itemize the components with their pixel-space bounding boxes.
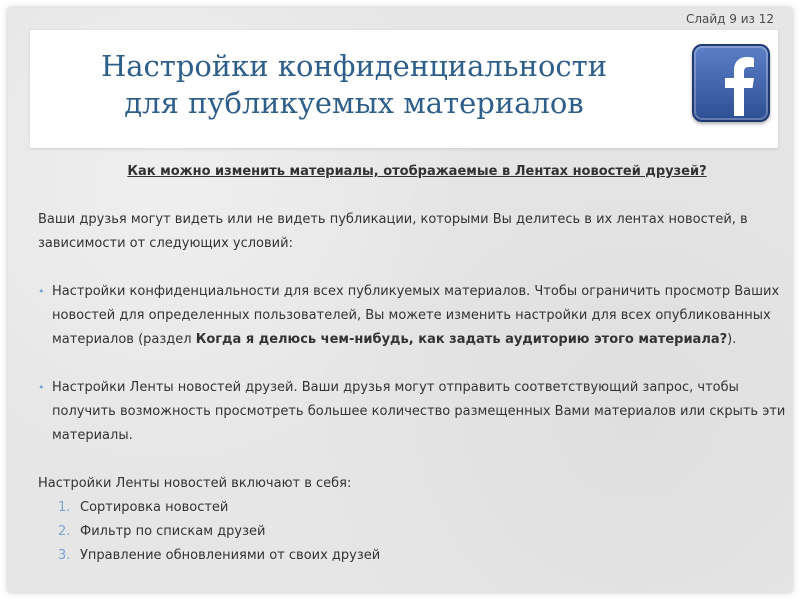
slide-counter: Слайд 9 из 12 [685,12,774,26]
features-title: Настройки Ленты новостей включают в себя: [38,476,352,491]
list-number: 1. [58,500,71,515]
question-heading: Как можно изменить материалы, отображаемые в Лентах новостей друзей? [127,164,707,179]
slide-content [38,160,796,568]
bullet-dot-icon: • [38,381,45,394]
list-number: 3. [58,548,71,563]
list-item [58,520,796,544]
slide [8,8,792,592]
features-list [38,496,796,568]
bullet-1-text-end: ). [727,332,737,347]
bullet-1-text: Настройки конфиденциальности для всех публикуемых материалов. Чтобы ограничить просмотр Ваших новостей для определенных пользователей, Вы можете изменить настройки для всех опубликованных материалов (раздел [52,284,780,347]
list-item-text: Управление обновлениями от своих друзей [80,548,381,563]
intro-paragraph: Ваши друзья могут видеть или не видеть публикации, которыми Вы делитесь в их лентах новостей, в зависимости от следующих условий: [38,212,748,251]
facebook-logo-icon [692,44,770,122]
bullet-2-text: Настройки Ленты новостей друзей. Ваши друзья могут отправить соответствующий запрос, чтобы получить возможность просмотреть большее количество размещенных Вами материалов или скрыть эти материалы. [52,380,786,443]
title-line-1: Настройки конфиденциальности [100,49,608,83]
title-line-2: для публикуемых материалов [124,86,584,120]
bullet-1-bold-link-text: Когда я делюсь чем-нибудь, как задать аудиторию этого материала? [195,332,728,347]
slide-title [44,48,664,122]
list-item-text: Фильтр по спискам друзей [80,524,266,539]
list-item-text: Сортировка новостей [80,500,229,515]
bullet-item-2 [38,376,796,448]
bullet-dot-icon: • [38,285,45,298]
list-number: 2. [58,524,71,539]
title-band [30,30,778,148]
list-item [58,544,796,568]
bullet-item-1 [38,280,796,352]
list-item [58,496,796,520]
